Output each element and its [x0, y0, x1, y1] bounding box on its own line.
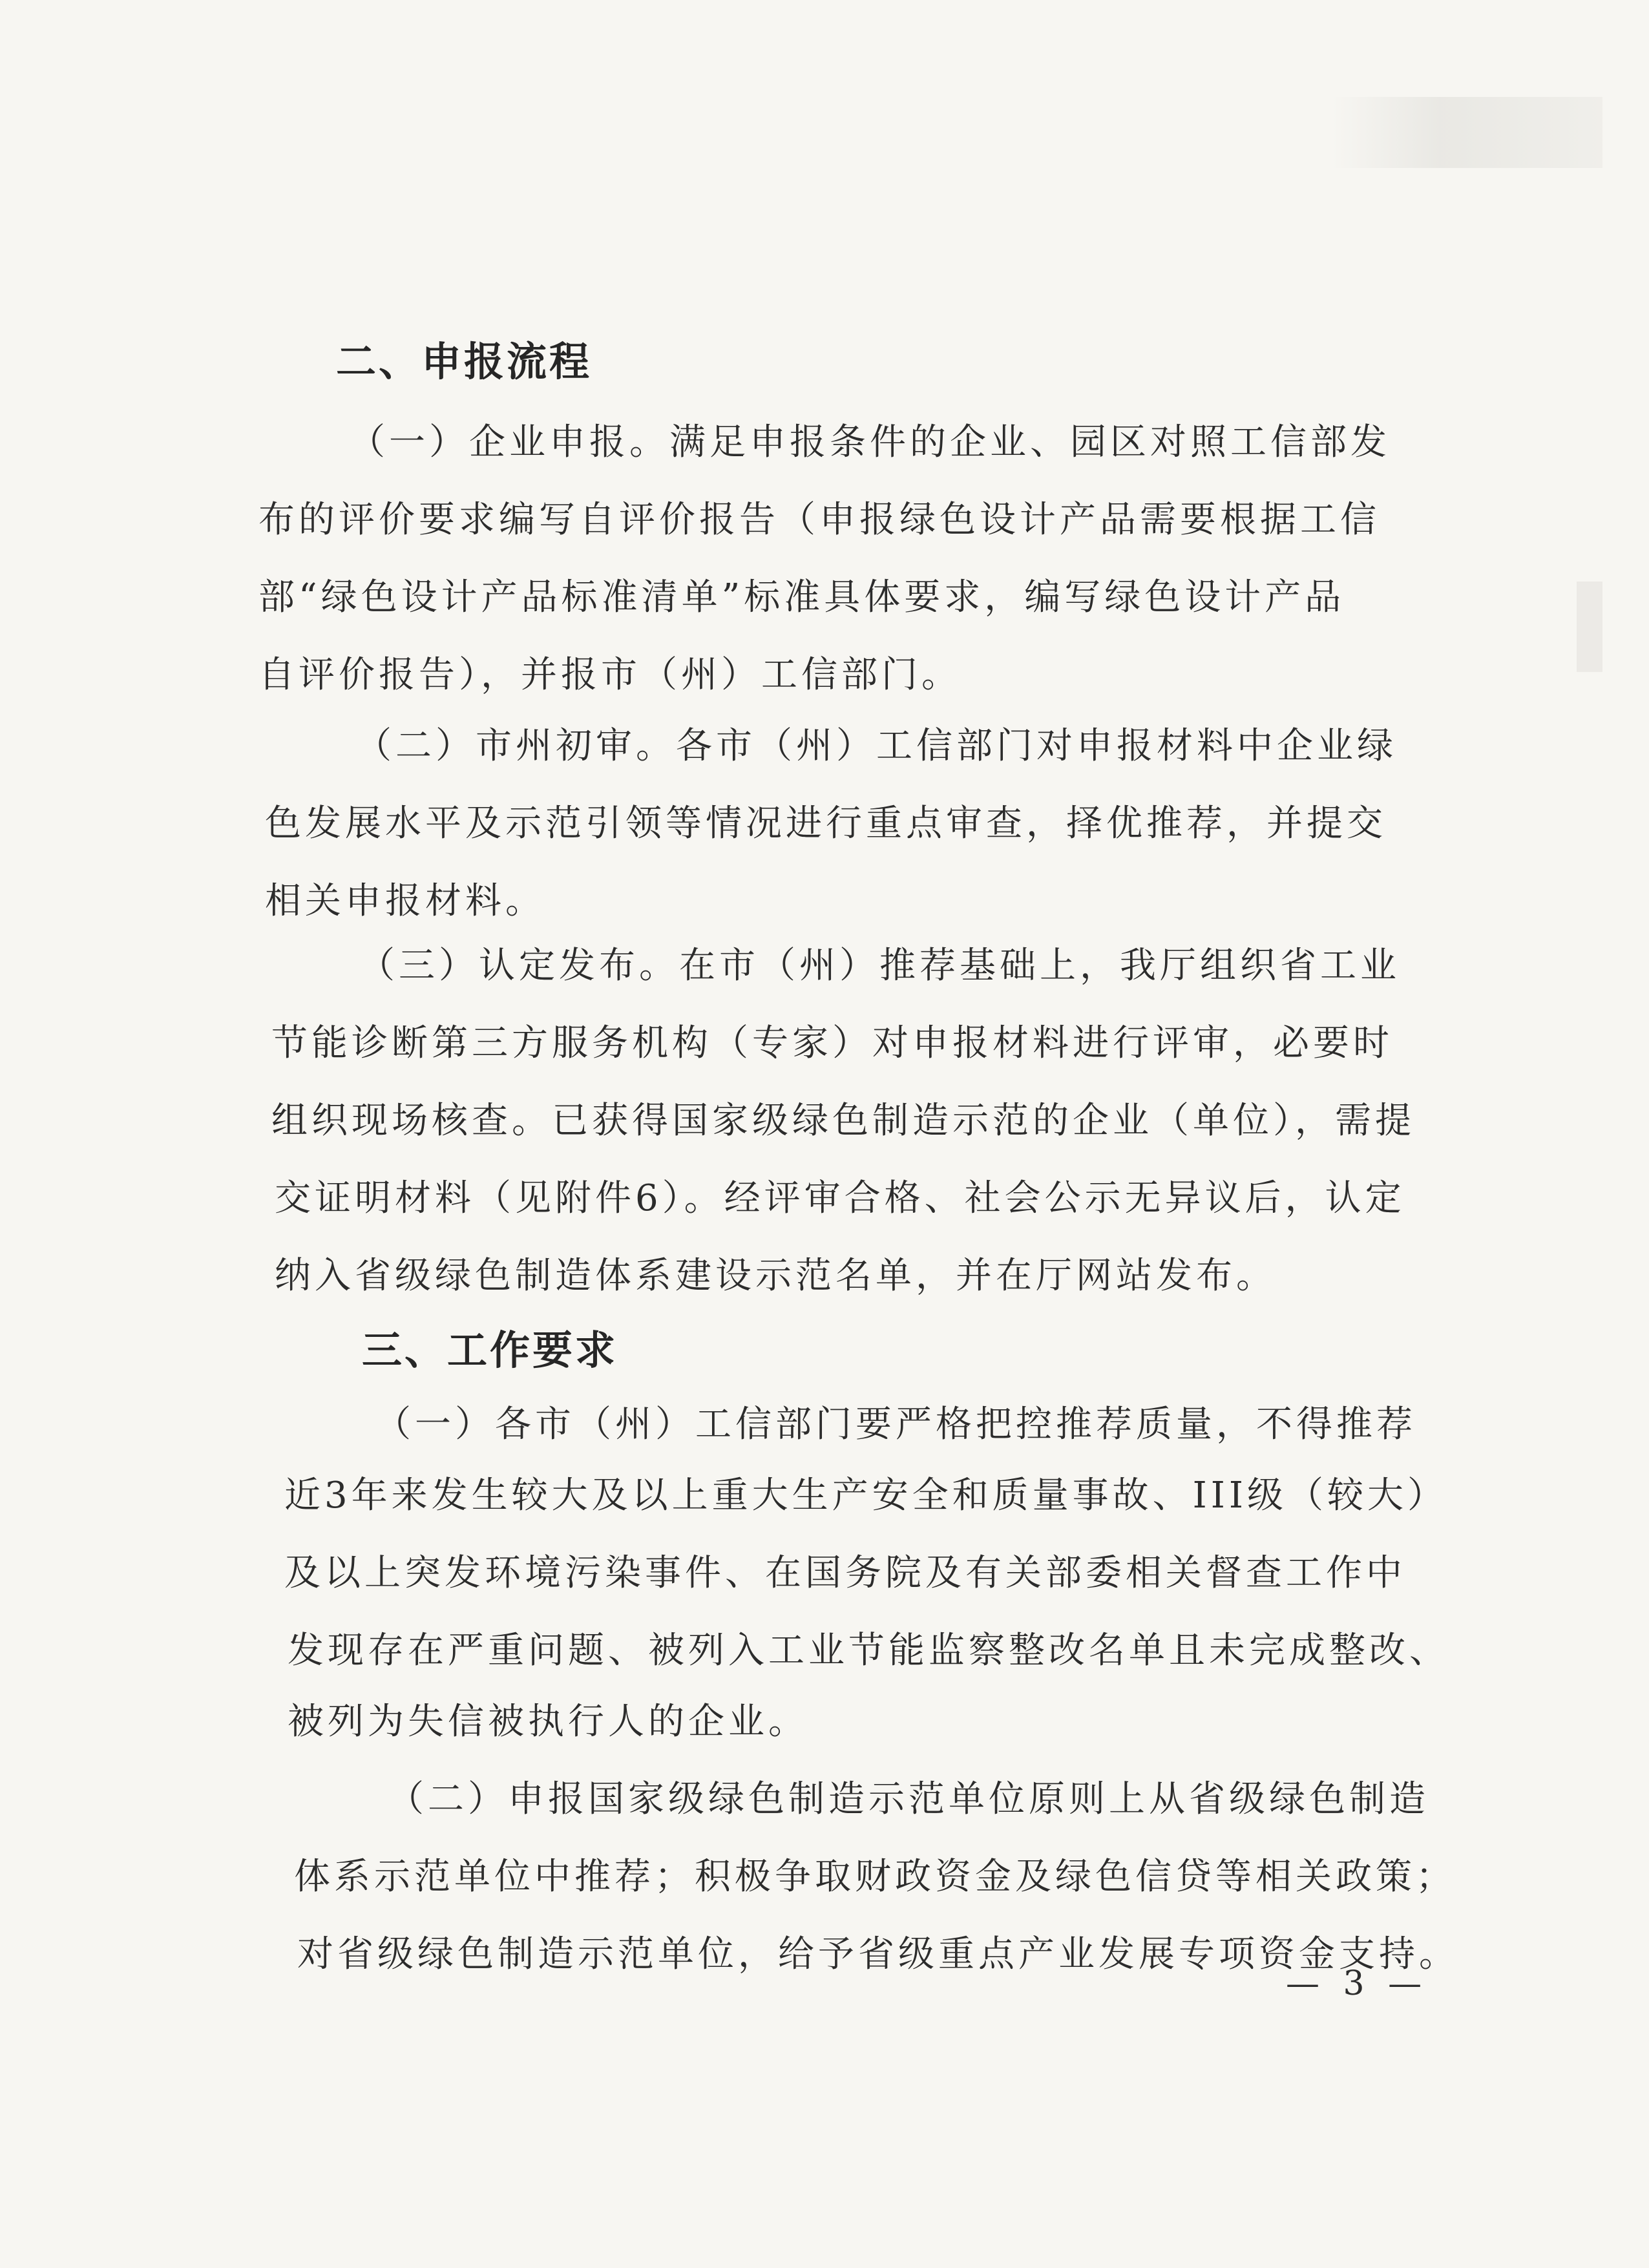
paragraph-line: （一）企业申报。满足申报条件的企业、园区对照工信部发 [349, 421, 1391, 463]
paragraph-line: 纳入省级绿色制造体系建设示范名单，并在厅网站发布。 [275, 1255, 1276, 1297]
scan-shadow-edge [1577, 582, 1602, 672]
section-heading-work-requirements: 三、工作要求 [362, 1327, 618, 1374]
scan-shadow [1331, 97, 1602, 168]
paragraph-line: 组织现场核查。已获得国家级绿色制造示范的企业（单位），需提 [271, 1100, 1415, 1142]
paragraph-line: 相关申报材料。 [265, 880, 545, 922]
paragraph-line: 布的评价要求编写自评价报告（申报绿色设计产品需要根据工信 [258, 499, 1380, 541]
section-heading-application-process: 二、申报流程 [336, 338, 593, 385]
paragraph-line: 近3年来发生较大及以上重大生产安全和质量事故、III级（较大） [284, 1475, 1447, 1517]
paragraph-line: 被列为失信被执行人的企业。 [288, 1701, 808, 1743]
paragraph-line: 对省级绿色制造示范单位，给予省级重点产业发展专项资金支持。 [297, 1933, 1459, 1975]
paragraph-line: （二）申报国家级绿色制造示范单位原则上从省级绿色制造 [388, 1778, 1429, 1820]
paragraph-line: 色发展水平及示范引领等情况进行重点审查，择优推荐，并提交 [265, 803, 1387, 845]
paragraph-line: 及以上突发环境污染事件、在国务院及有关部委相关督查工作中 [284, 1552, 1406, 1594]
paragraph-line: 发现存在严重问题、被列入工业节能监察整改名单且未完成整改、 [288, 1630, 1449, 1672]
paragraph-line: （二）市州初审。各市（州）工信部门对申报材料中企业绿 [355, 725, 1397, 767]
paragraph-line: 自评价报告），并报市（州）工信部门。 [258, 654, 961, 696]
page-number: — 3 — [1286, 1964, 1429, 2003]
paragraph-line: 体系示范单位中推荐；积极争取财政资金及绿色信贷等相关政策； [294, 1856, 1456, 1898]
paragraph-line: 部“绿色设计产品标准清单”标准具体要求，编写绿色设计产品 [258, 576, 1345, 618]
paragraph-line: 节能诊断第三方服务机构（专家）对申报材料进行评审，必要时 [271, 1022, 1393, 1064]
paragraph-line: （一）各市（州）工信部门要严格把控推荐质量，不得推荐 [375, 1403, 1416, 1445]
paragraph-line: （三）认定发布。在市（州）推荐基础上，我厅组织省工业 [359, 945, 1400, 987]
paragraph-line: 交证明材料（见附件6）。经评审合格、社会公示无异议后，认定 [275, 1177, 1405, 1219]
